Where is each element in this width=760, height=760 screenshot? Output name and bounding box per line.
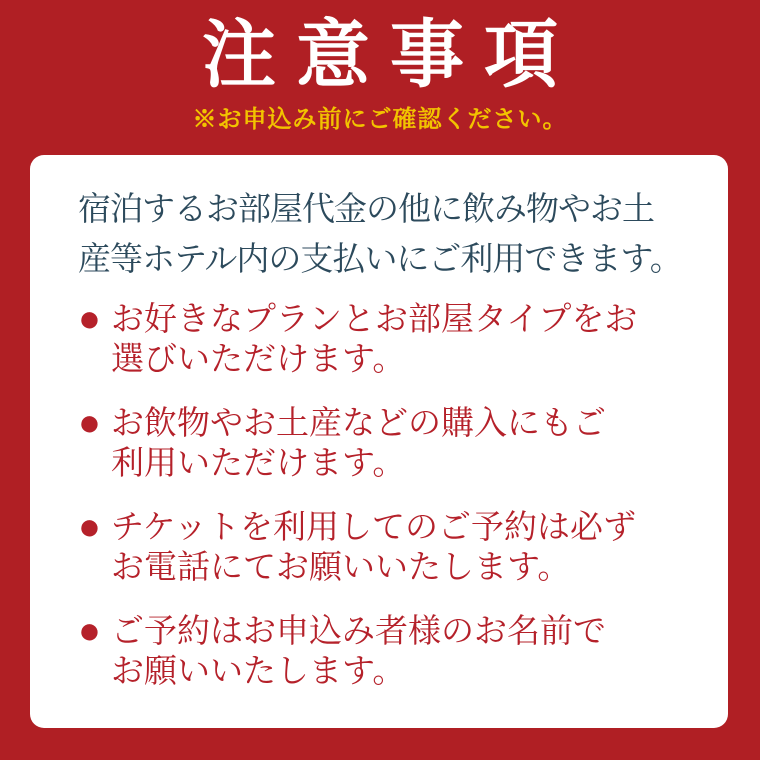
list-item-text [111, 299, 637, 379]
intro-paragraph [78, 185, 728, 285]
intro-line-1: 宿泊するお部屋代金の他に飲み物やお土 [78, 192, 654, 228]
page-title: 注意事項 [202, 15, 578, 97]
notice-subtitle: ※お申込み前にご確認ください。 [192, 107, 568, 133]
bullet-icon: ● [78, 610, 101, 652]
bullet-icon: ● [78, 402, 101, 444]
list-item [78, 507, 728, 587]
bullet-icon: ● [78, 506, 101, 548]
list-item-line-1: ご予約はお申込み者様のお名前で [111, 612, 606, 649]
list-item-line-1: お飲物やお土産などの購入にもご [111, 404, 606, 441]
list-item-line-2: お電話にてお願いいたします。 [111, 548, 571, 585]
list-item-line-2: 利用いただけます。 [111, 444, 406, 481]
list-item [78, 611, 728, 691]
list-item-text [111, 403, 606, 483]
notice-card [30, 155, 728, 728]
list-item-text [111, 611, 606, 691]
list-item-line-1: お好きなプランとお部屋タイプをお [111, 300, 638, 337]
bullet-icon: ● [78, 298, 101, 340]
list-item-line-1: チケットを利用してのご予約は必ず [111, 508, 637, 545]
list-item-line-2: 選びいただけます。 [111, 340, 406, 377]
list-item-line-2: お願いいたします。 [111, 652, 406, 689]
notice-list [78, 299, 728, 691]
list-item [78, 403, 728, 483]
list-item [78, 299, 728, 379]
notice-header [0, 0, 760, 135]
intro-line-2: 産等ホテル内の支払いにご利用できます。 [78, 242, 682, 278]
list-item-text [111, 507, 636, 587]
